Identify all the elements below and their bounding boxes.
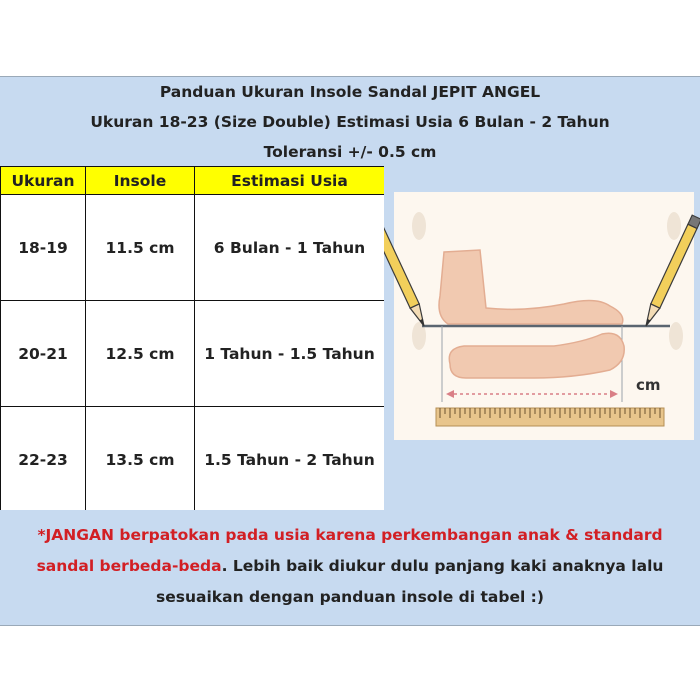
cell-ukuran: 18-19 bbox=[1, 195, 86, 301]
table-header-row bbox=[1, 167, 385, 195]
cell-insole: 13.5 cm bbox=[86, 407, 195, 513]
note-panel bbox=[0, 510, 700, 626]
cell-estimasi-usia: 1.5 Tahun - 2 Tahun bbox=[195, 407, 385, 513]
cell-insole: 12.5 cm bbox=[86, 301, 195, 407]
column-header-insole: Insole bbox=[86, 167, 195, 195]
size-guide-sheet bbox=[0, 76, 700, 625]
foot-measurement-illustration bbox=[384, 166, 700, 510]
guide-subtitle: Ukuran 18-23 (Size Double) Estimasi Usia 6 Bulan - 2 Tahun bbox=[90, 113, 610, 131]
guide-title: Panduan Ukuran Insole Sandal JEPIT ANGEL bbox=[159, 83, 541, 101]
note-text bbox=[8, 520, 692, 613]
cell-estimasi-usia: 1 Tahun - 1.5 Tahun bbox=[195, 301, 385, 407]
cell-ukuran: 22-23 bbox=[1, 407, 86, 513]
column-header-ukuran: Ukuran bbox=[1, 167, 86, 195]
note-warning: *JANGAN berpatokan pada usia karena perkembangan anak & standard sandal berbeda-beda bbox=[36, 526, 663, 575]
cell-ukuran: 20-21 bbox=[1, 301, 86, 407]
cell-insole: 11.5 cm bbox=[86, 195, 195, 301]
column-header-estimasi-usia: Estimasi Usia bbox=[195, 167, 385, 195]
size-table bbox=[0, 166, 385, 513]
table-row bbox=[1, 195, 385, 301]
table-row bbox=[1, 301, 385, 407]
note-advice: . Lebih baik diukur dulu panjang kaki anaknya lalu sesuaikan dengan panduan insole di tabel :) bbox=[156, 557, 664, 606]
cell-estimasi-usia: 6 Bulan - 1 Tahun bbox=[195, 195, 385, 301]
table-row bbox=[1, 407, 385, 513]
guide-tolerance: Toleransi +/- 0.5 cm bbox=[263, 143, 437, 161]
header-panel bbox=[0, 76, 700, 167]
unit-label: cm bbox=[636, 376, 661, 394]
